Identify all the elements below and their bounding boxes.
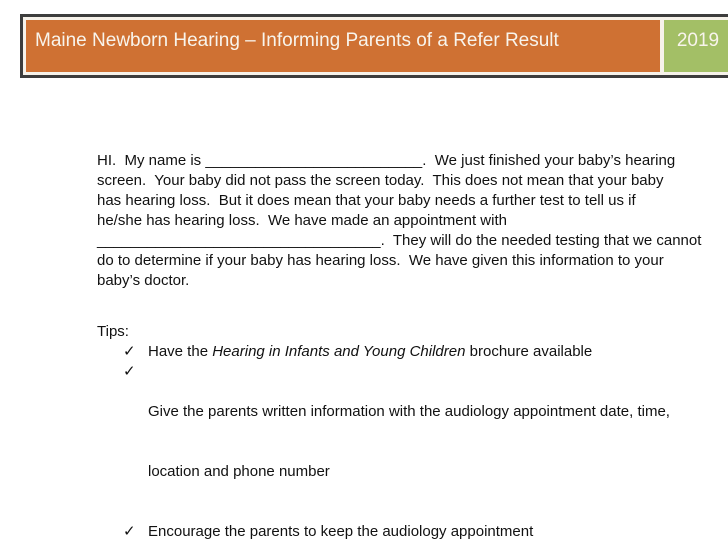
- script-line: do to determine if your baby has hearing loss. We have given this information to your: [97, 252, 664, 269]
- tips-heading: Tips:: [97, 323, 129, 340]
- year-badge: [664, 20, 728, 72]
- tip-text: Encourage the parents to keep the audiology appointment: [148, 523, 534, 540]
- tip-text-line: Give the parents written information with the audiology appointment date, time,: [148, 403, 670, 420]
- script-line: baby’s doctor.: [97, 272, 190, 289]
- script-line: has hearing loss. But it does mean that your baby needs a further test to tell us if: [97, 192, 636, 209]
- tip-text-line: location and phone number: [148, 463, 330, 480]
- brochure-title: Hearing in Infants and Young Children: [212, 343, 466, 360]
- slide-title-banner: [20, 14, 728, 78]
- script-line: __________________________________. They will do the needed testing that we cannot: [97, 232, 702, 249]
- slide-title-bar: [26, 20, 660, 72]
- tip-text-plain: brochure available: [465, 343, 593, 360]
- script-line: he/she has hearing loss. We have made an appointment with: [97, 212, 507, 229]
- list-item: [97, 362, 670, 522]
- year-label: 2019: [676, 30, 720, 51]
- script-line: screen. Your baby did not pass the screen today. This does not mean that your baby: [97, 172, 664, 189]
- tip-text: [148, 362, 670, 522]
- list-item: [97, 342, 670, 362]
- tip-text-plain: Have the: [148, 343, 213, 360]
- script-paragraph: [97, 151, 701, 291]
- script-line: HI. My name is __________________________. We just finished your baby’s hearing: [97, 152, 676, 169]
- tips-section: [97, 322, 670, 542]
- page-title: Maine Newborn Hearing – Informing Parents of a Refer Result: [35, 30, 559, 51]
- tip-text: [148, 342, 592, 362]
- list-item: [97, 522, 670, 542]
- checkmark-icon: ✓: [123, 523, 136, 540]
- checkmark-icon: ✓: [123, 343, 136, 360]
- checkmark-icon: ✓: [123, 363, 136, 380]
